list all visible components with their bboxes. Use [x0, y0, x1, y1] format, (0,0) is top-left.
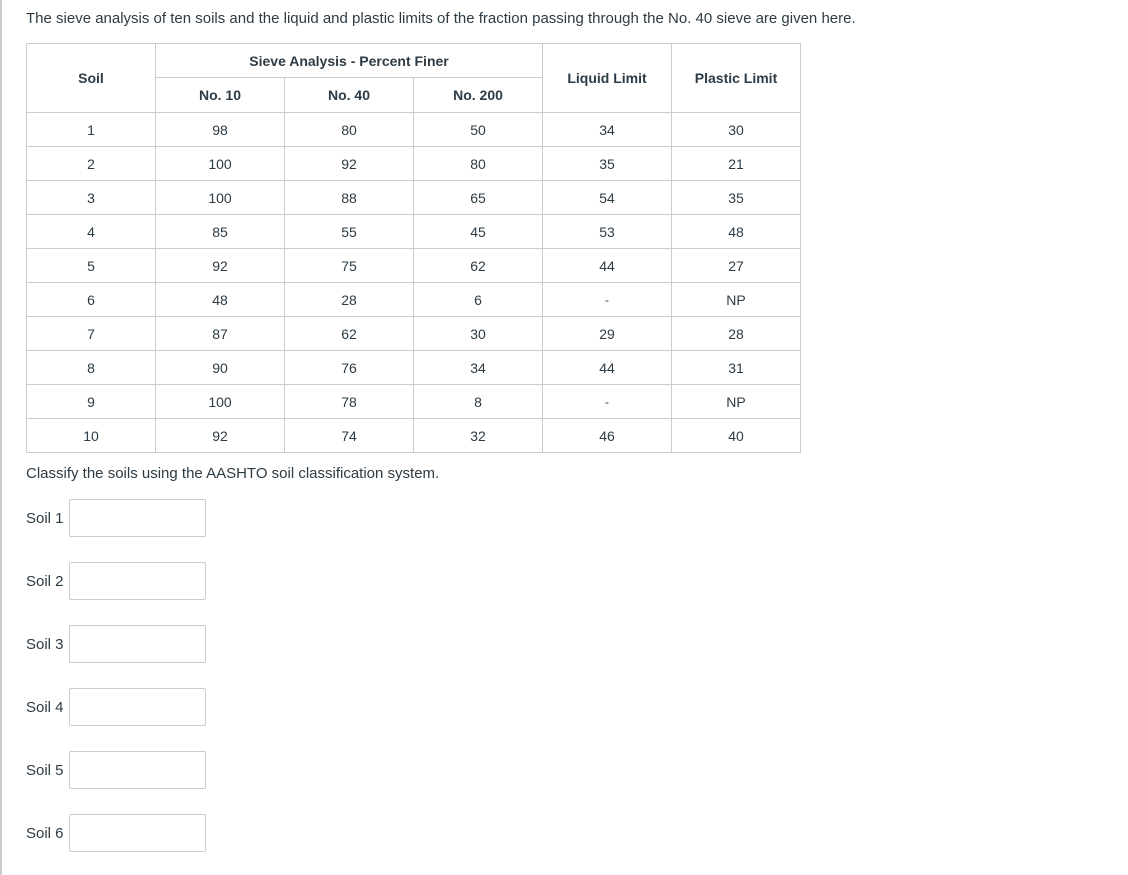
soil-6-input[interactable] [69, 814, 206, 852]
cell-no40: 78 [285, 385, 414, 419]
cell-plastic-limit: 28 [672, 317, 801, 351]
cell-plastic-limit: NP [672, 385, 801, 419]
cell-no200: 50 [414, 113, 543, 147]
cell-plastic-limit: 30 [672, 113, 801, 147]
cell-soil: 2 [27, 147, 156, 181]
cell-soil: 8 [27, 351, 156, 385]
table-row [27, 283, 801, 317]
cell-liquid-limit: - [543, 385, 672, 419]
header-no40: No. 40 [285, 78, 414, 113]
cell-plastic-limit: 40 [672, 419, 801, 453]
cell-no200: 45 [414, 215, 543, 249]
cell-no10: 48 [156, 283, 285, 317]
cell-no40: 62 [285, 317, 414, 351]
soil-1-input[interactable] [69, 499, 206, 537]
cell-no40: 76 [285, 351, 414, 385]
cell-soil: 5 [27, 249, 156, 283]
cell-soil: 6 [27, 283, 156, 317]
cell-soil: 4 [27, 215, 156, 249]
cell-no10: 98 [156, 113, 285, 147]
classify-prompt: Classify the soils using the AASHTO soil classification system. [26, 465, 440, 482]
cell-no200: 62 [414, 249, 543, 283]
soil-4-input[interactable] [69, 688, 206, 726]
cell-plastic-limit: 35 [672, 181, 801, 215]
table-row [27, 419, 801, 453]
cell-no200: 8 [414, 385, 543, 419]
answer-label: Soil 4 [26, 699, 64, 716]
cell-plastic-limit: 27 [672, 249, 801, 283]
cell-liquid-limit: 35 [543, 147, 672, 181]
sieve-analysis-table [26, 43, 801, 453]
cell-no40: 80 [285, 113, 414, 147]
left-border [0, 0, 2, 875]
table-row [27, 317, 801, 351]
table-row [27, 113, 801, 147]
table-row [27, 215, 801, 249]
cell-plastic-limit: 21 [672, 147, 801, 181]
cell-no10: 92 [156, 419, 285, 453]
table-row [27, 351, 801, 385]
cell-no200: 65 [414, 181, 543, 215]
soil-3-input[interactable] [69, 625, 206, 663]
cell-no10: 92 [156, 249, 285, 283]
cell-plastic-limit: 48 [672, 215, 801, 249]
table-row [27, 385, 801, 419]
cell-liquid-limit: 54 [543, 181, 672, 215]
cell-no10: 100 [156, 181, 285, 215]
header-plastic-limit: Plastic Limit [672, 44, 801, 113]
answer-label: Soil 1 [26, 510, 64, 527]
cell-no40: 75 [285, 249, 414, 283]
soil-5-input[interactable] [69, 751, 206, 789]
table-row [27, 147, 801, 181]
answer-label: Soil 6 [26, 825, 64, 842]
cell-soil: 10 [27, 419, 156, 453]
cell-no10: 100 [156, 147, 285, 181]
cell-no40: 74 [285, 419, 414, 453]
cell-soil: 9 [27, 385, 156, 419]
cell-no40: 55 [285, 215, 414, 249]
cell-liquid-limit: 34 [543, 113, 672, 147]
cell-no40: 92 [285, 147, 414, 181]
cell-no200: 30 [414, 317, 543, 351]
cell-no40: 88 [285, 181, 414, 215]
table-row [27, 249, 801, 283]
table-row [27, 181, 801, 215]
cell-no40: 28 [285, 283, 414, 317]
cell-no200: 32 [414, 419, 543, 453]
header-liquid-limit: Liquid Limit [543, 44, 672, 113]
soil-2-input[interactable] [69, 562, 206, 600]
cell-liquid-limit: 44 [543, 351, 672, 385]
cell-soil: 7 [27, 317, 156, 351]
cell-liquid-limit: 44 [543, 249, 672, 283]
header-no200: No. 200 [414, 78, 543, 113]
cell-plastic-limit: NP [672, 283, 801, 317]
cell-liquid-limit: 29 [543, 317, 672, 351]
question-intro: The sieve analysis of ten soils and the liquid and plastic limits of the fraction passing through the No. 40 sieve are given here. [26, 10, 856, 27]
cell-no10: 85 [156, 215, 285, 249]
cell-no200: 80 [414, 147, 543, 181]
cell-no200: 34 [414, 351, 543, 385]
cell-soil: 1 [27, 113, 156, 147]
header-soil: Soil [27, 44, 156, 113]
answer-label: Soil 5 [26, 762, 64, 779]
cell-no10: 87 [156, 317, 285, 351]
answer-label: Soil 2 [26, 573, 64, 590]
cell-soil: 3 [27, 181, 156, 215]
cell-liquid-limit: - [543, 283, 672, 317]
cell-no10: 100 [156, 385, 285, 419]
header-sieve-analysis: Sieve Analysis - Percent Finer [156, 44, 543, 78]
cell-liquid-limit: 46 [543, 419, 672, 453]
cell-no10: 90 [156, 351, 285, 385]
answer-label: Soil 3 [26, 636, 64, 653]
cell-liquid-limit: 53 [543, 215, 672, 249]
header-no10: No. 10 [156, 78, 285, 113]
cell-plastic-limit: 31 [672, 351, 801, 385]
cell-no200: 6 [414, 283, 543, 317]
